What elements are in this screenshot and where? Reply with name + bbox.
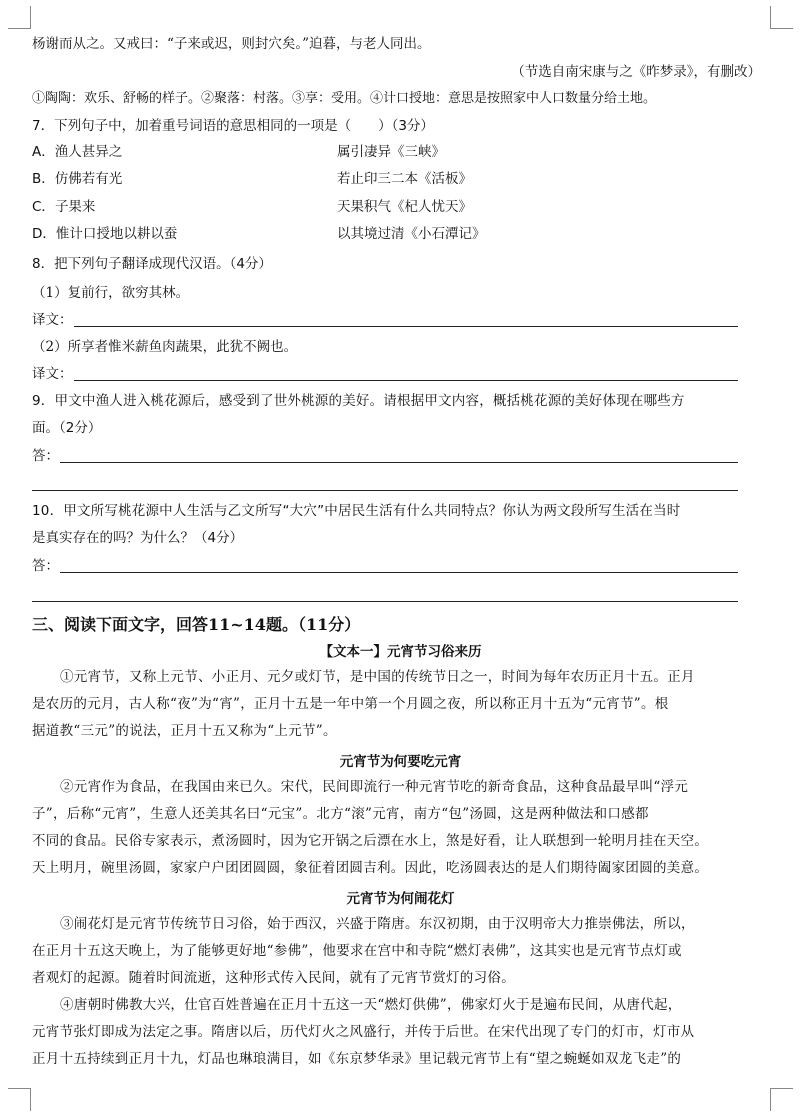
paragraph-1-line-3: 据道教“三元”的说法，正月十五又称为“上元节”。 — [32, 723, 337, 739]
q8-stem: 8．把下列句子翻译成现代汉语。（4分） — [32, 256, 272, 272]
q7-option-d-compare: 以其境过清《小石潭记》 — [337, 226, 486, 242]
q7-option-a-compare: 属引凄异《三峡》 — [337, 144, 445, 160]
crop-mark-bottom-right — [770, 1088, 793, 1111]
q9-answer-line-1[interactable] — [60, 462, 738, 463]
crop-mark-top-right — [770, 6, 793, 29]
paragraph-1-line-1: ①元宵节，又称上元节、小正月、元夕或灯节，是中国的传统节日之一，时间为每年农历正月十五。正月 — [60, 669, 695, 685]
q9-answer-line-2[interactable] — [32, 490, 738, 491]
paragraph-2-line-1: ②元宵作为食品，在我国由来已久。宋代，民间即流行一种元宵节吃的新奇食品，这种食品最早叫“浮元 — [60, 779, 689, 795]
q8-sentence-2: （2）所享者惟米薪鱼肉蔬果，此犹不阙也。 — [32, 339, 298, 355]
option-label: D． — [32, 226, 56, 242]
paragraph-3-line-2: 在正月十五这天晚上，为了能够更好地“参佛”，他要求在宫中和寺院“燃灯表佛”，这其实也是元宵节点灯或 — [32, 943, 682, 959]
q8-sentence-1: （1）复前行，欲穷其林。 — [32, 285, 190, 301]
subheading-lanterns: 元宵节为何闹花灯 — [346, 891, 455, 907]
passage-last-line: 杨谢而从之。又戒曰：“子来或迟，则封穴矣。”迫暮，与老人同出。 — [32, 36, 431, 52]
paragraph-2-line-4: 天上明月，碗里汤圆，家家户户团团圆圆，象征着团圆吉利。因此，吃汤圆表达的是人们期待阖家团圆的美意。 — [32, 860, 709, 876]
annotations: ①陶陶：欢乐、舒畅的样子。②聚落：村落。③享：受用。④计口授地：意思是按照家中人口数量分给土地。 — [32, 91, 657, 106]
option-left-text: 仿佛若有光 — [54, 171, 123, 187]
q8-answer-line-2[interactable] — [74, 380, 738, 381]
q9-answer-label: 答： — [32, 448, 59, 464]
paragraph-4-line-2: 元宵节张灯即成为法定之事。隋唐以后，历代灯火之风盛行，并传于后世。在宋代出现了专门的灯市，灯市从 — [32, 1024, 695, 1040]
option-left-text: 惟计口授地以耕以蚕 — [55, 226, 178, 242]
q8-answer-label-2: 译文： — [32, 366, 73, 382]
source-citation: （节选自南宋康与之《昨梦录》，有删改） — [511, 64, 761, 80]
q7-option-b[interactable] — [32, 169, 122, 189]
q7-option-a[interactable] — [32, 142, 122, 162]
q9-stem-line-2: 面。（2分） — [32, 420, 102, 436]
paragraph-2-line-3: 不同的食品。民俗专家表示，煮汤圆时，因为它开锅之后漂在水上，煞是好看，让人联想到一轮明月挂在天空。 — [32, 833, 709, 849]
section-3-heading: 三、阅读下面文字，回答11~14题。（11分） — [32, 615, 361, 634]
subheading-eat-yuanxiao: 元宵节为何要吃元宵 — [339, 754, 462, 770]
option-label: C． — [32, 199, 55, 215]
option-left-text: 渔人甚异之 — [54, 144, 123, 160]
q8-answer-label-1: 译文： — [32, 312, 73, 328]
crop-mark-bottom-left — [8, 1088, 31, 1111]
q7-option-c-compare: 天果积气《杞人忧天》 — [337, 199, 472, 215]
option-left-text: 子果来 — [54, 199, 96, 215]
paragraph-3-line-1: ③闹花灯是元宵节传统节日习俗，始于西汉，兴盛于隋唐。东汉初期，由于汉明帝大力推崇佛法，所以， — [60, 916, 695, 932]
paragraph-4-line-1: ④唐朝时佛教大兴，仕官百姓普遍在正月十五这一天“燃灯供佛”，佛家灯火于是遍布民间，从唐代起， — [60, 997, 682, 1013]
q7-option-d[interactable] — [32, 224, 177, 244]
paragraph-1-line-2: 是农历的元月，古人称“夜”为“宵”，正月十五是一年中第一个月圆之夜，所以称正月十五为“元宵节”。根 — [32, 696, 669, 712]
text-1-title: 【文本一】元宵节习俗来历 — [319, 644, 482, 660]
paragraph-3-line-3: 者观灯的起源。随着时间流逝，这种形式传入民间，就有了元宵节赏灯的习俗。 — [32, 970, 515, 986]
q10-stem-line-2: 是真实存在的吗？为什么？（4分） — [32, 530, 244, 546]
option-label: B． — [32, 171, 55, 187]
q10-stem-line-1: 10．甲文所写桃花源中人生活与乙文所写“大穴”中居民生活有什么共同特点？你认为两文段所写生活在当时 — [32, 503, 681, 519]
option-label: A． — [32, 144, 55, 160]
q7-option-c[interactable] — [32, 197, 95, 217]
q8-answer-line-1[interactable] — [74, 326, 738, 327]
q7-option-b-compare: 若止印三二本《活板》 — [337, 171, 472, 187]
q9-stem-line-1: 9．甲文中渔人进入桃花源后，感受到了世外桃源的美好。请根据甲文内容，概括桃花源的美好体现在哪些方 — [32, 393, 685, 409]
q10-answer-line-2[interactable] — [32, 601, 738, 602]
q10-answer-label: 答： — [32, 558, 59, 574]
paragraph-4-line-3: 正月十五持续到正月十九，灯品也琳琅满目，如《东京梦华录》里记载元宵节上有“望之蜿蜒如双龙飞走”的 — [32, 1051, 682, 1067]
q7-stem: 7．下列句子中，加着重号词语的意思相同的一项是（ ）（3分） — [32, 118, 434, 134]
q10-answer-line-1[interactable] — [60, 572, 738, 573]
crop-mark-top-left — [8, 6, 31, 29]
paragraph-2-line-2: 子”，后称“元宵”，生意人还美其名曰“元宝”。北方“滚”元宵，南方“包”汤圆，这是两种做法和口感都 — [32, 806, 649, 822]
